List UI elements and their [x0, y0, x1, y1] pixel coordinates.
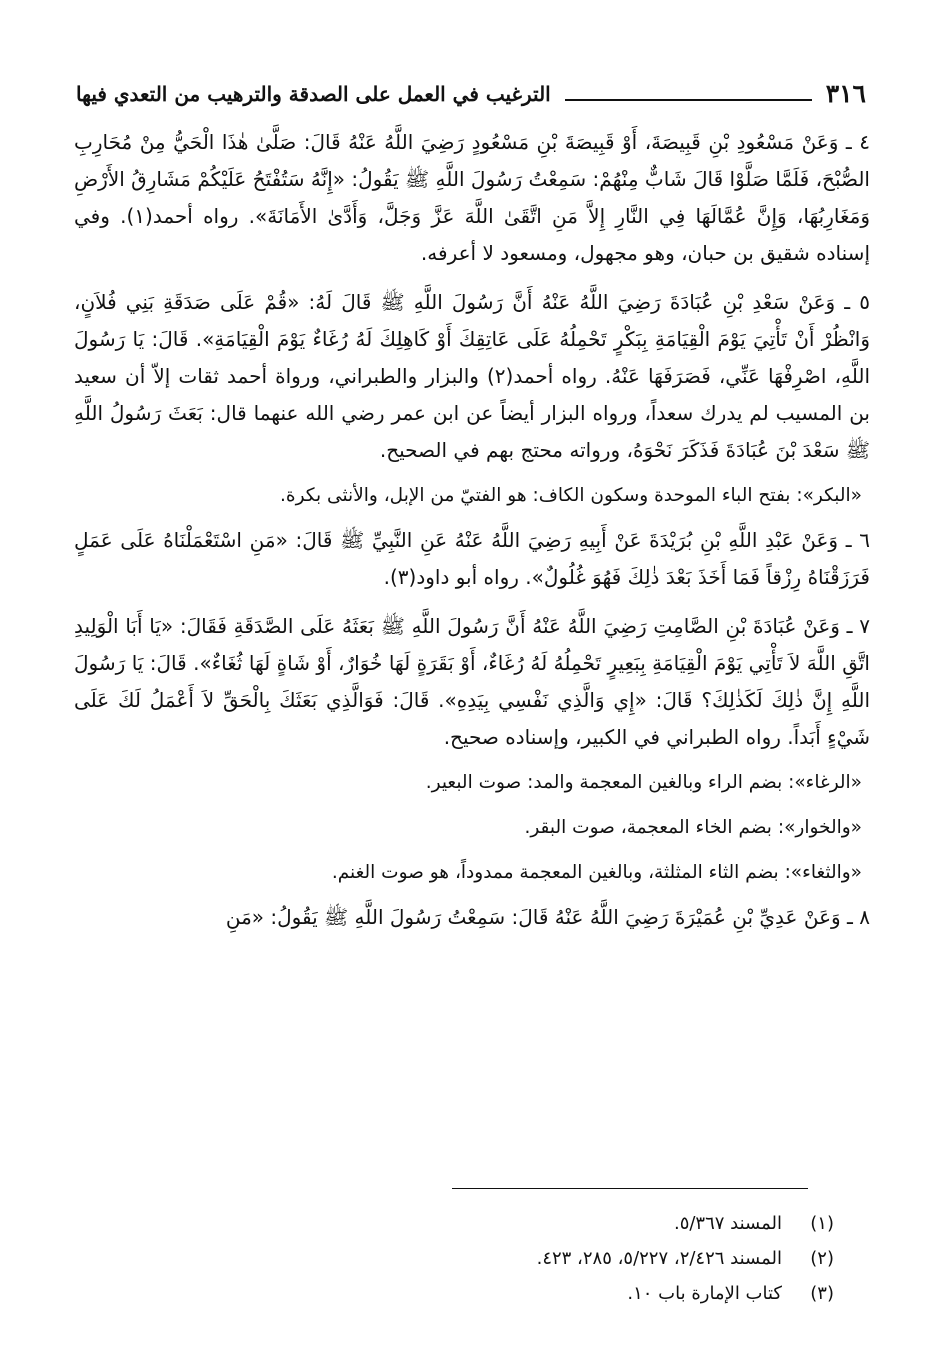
hadith-4: ٤ ـ وَعَنْ مَسْعُودِ بْنِ قَبِيصَةَ، أَوْ قَبِيصَةَ بْنِ مَسْعُودٍ رَضِيَ اللَّهُ عَنْهُ قَالَ: صَلَّىٰ هٰذَا الْحَيُّ مِنْ مُحَارِبِ الصُّبْحَ، فَلَمَّا صَلَّوْا قَالَ شَابٌّ مِنْهُمْ: سَمِعْتُ رَسُولَ اللَّهِ ﷺ يَقُولُ: «إِنَّهُ سَتُفْتَحُ عَلَيْكُمْ مَشَارِقُ الأَرْضِ وَمَغَارِبُهَا، وَإِنَّ عُمَّالَهَا فِي النَّارِ إِلاَّ مَنِ اتَّقَىٰ اللَّهَ عَزَّ وَجَلَّ، وَأَدَّىٰ الأَمَانَةَ». رواه أحمد(١). وفي إسناده شقيق بن حبان، وهو مجهول، ومسعود لا أعرفه. [74, 130, 871, 265]
page-number: ٣١٦ [825, 79, 866, 108]
footnote-number: (٢) [810, 1248, 834, 1269]
hadith-5: ٥ ـ وَعَنْ سَعْدِ بْنِ عُبَادَةَ رَضِيَ اللَّهُ عَنْهُ أَنَّ رَسُولَ اللَّهِ ﷺ قَالَ لَهُ: «قُمْ عَلَى صَدَقَةِ بَنِي فُلاَنٍ، وَانْظُرْ أَنْ تَأْتِيَ يَوْمَ الْقِيَامَةِ بِبَكْرٍ تَحْمِلُهُ عَلَى عَاتِقِكَ أَوْ كَاهِلِكَ لَهُ رُغَاءٌ يَوْمَ الْقِيَامَةِ». قَالَ: يَا رَسُولَ اللَّهِ، اصْرِفْهَا عَنِّي، فَصَرَفَهَا عَنْهُ. رواه أحمد(٢) والبزار والطبراني، ورواة أحمد ثقات إلاّ أن سعيد بن المسيب لم يدرك سعداً، ورواه البزار أيضاً عن ابن عمر رضي الله عنهما قال: بَعَثَ رَسُولُ اللَّهِ ﷺ سَعْدَ بْنَ عُبَادَةَ فَذَكَرَ نَحْوَهُ، ورواته محتج بهم في الصحيح. [74, 290, 870, 462]
footnote [334, 1276, 834, 1311]
running-title: الترغيب في العمل على الصدقة والترهيب من التعدي فيها [76, 82, 551, 106]
footnote [334, 1206, 834, 1241]
footnote-text: المسند ٢/٤٢٦، ٥/٢٢٧، ٢٨٥، ٤٢٣. [536, 1248, 782, 1269]
hadith-8: ٨ ـ وَعَنْ عَدِيِّ بْنِ عُمَيْرَةَ رَضِيَ اللَّهُ عَنْهُ قَالَ: سَمِعْتُ رَسُولَ اللَّهِ ﷺ يَقُولُ: «مَنِ [225, 905, 870, 929]
footnote-text: المسند ٥/٣٦٧. [673, 1213, 782, 1234]
header-rule [565, 99, 812, 101]
hadith-6: ٦ ـ وَعَنْ عَبْدِ اللَّهِ بْنِ بُرَيْدَةَ عَنْ أَبِيهِ رَضِيَ اللَّهُ عَنْهُ عَنِ النَّبِيِّ ﷺ قَالَ: «مَنِ اسْتَعْمَلْنَاهُ عَلَى عَمَلٍ فَرَزَقْنَاهُ رِزْقاً فَمَا أَخَذَ بَعْدَ ذٰلِكَ فَهُوَ غُلُولٌ». رواه أبو داود(٣). [74, 528, 870, 589]
gloss-bakr: «البكر»: بفتح الباء الموحدة وسكون الكاف: هو الفتيّ من الإبل، والأنثى بكرة. [280, 485, 862, 506]
page-header [76, 70, 866, 110]
footnote-text: كتاب الإمارة باب ١٠. [627, 1283, 782, 1304]
footnote [334, 1241, 834, 1276]
footnote-number: (٣) [810, 1283, 834, 1304]
gloss-ruga: «الرغاء»: بضم الراء وبالغين المعجمة والمد: صوت البعير. [425, 772, 862, 793]
footnote-rule [452, 1188, 808, 1189]
hadith-7: ٧ ـ وَعَنْ عُبَادَةَ بْنِ الصَّامِتِ رَضِيَ اللَّهُ عَنْهُ أَنَّ رَسُولَ اللَّهِ ﷺ بَعَثَهُ عَلَى الصَّدَقَةِ فَقَالَ: «يَا أَبَا الْوَلِيدِ اتَّقِ اللَّهَ لاَ تَأْتِي يَوْمَ الْقِيَامَةِ بِبَعِيرٍ تَحْمِلُهُ لَهُ رُغَاءٌ، أَوْ بَقَرَةٍ لَهَا خُوَارٌ، أَوْ شَاةٍ لَهَا ثُغَاءٌ». قَالَ: يَا رَسُولَ اللَّهِ إِنَّ ذٰلِكَ لَكَذٰلِكَ؟ قَالَ: «إِي وَالَّذِي نَفْسِي بِيَدِهِ». قَالَ: فَوَالَّذِي بَعَثَكَ بِالْحَقِّ لاَ أَعْمَلُ لَكَ عَلَى شَيْءٍ أَبَداً. رواه الطبراني في الكبير، وإسناده صحيح. [74, 614, 870, 749]
gloss-thugha: «والثغاء»: بضم الثاء المثلثة، وبالغين المعجمة ممدوداً، هو صوت الغنم. [331, 862, 862, 883]
footnotes [334, 1206, 834, 1311]
gloss-khuwar: «والخوار»: بضم الخاء المعجمة، صوت البقر. [524, 817, 862, 838]
page-body [74, 124, 870, 948]
footnote-number: (١) [810, 1213, 834, 1234]
